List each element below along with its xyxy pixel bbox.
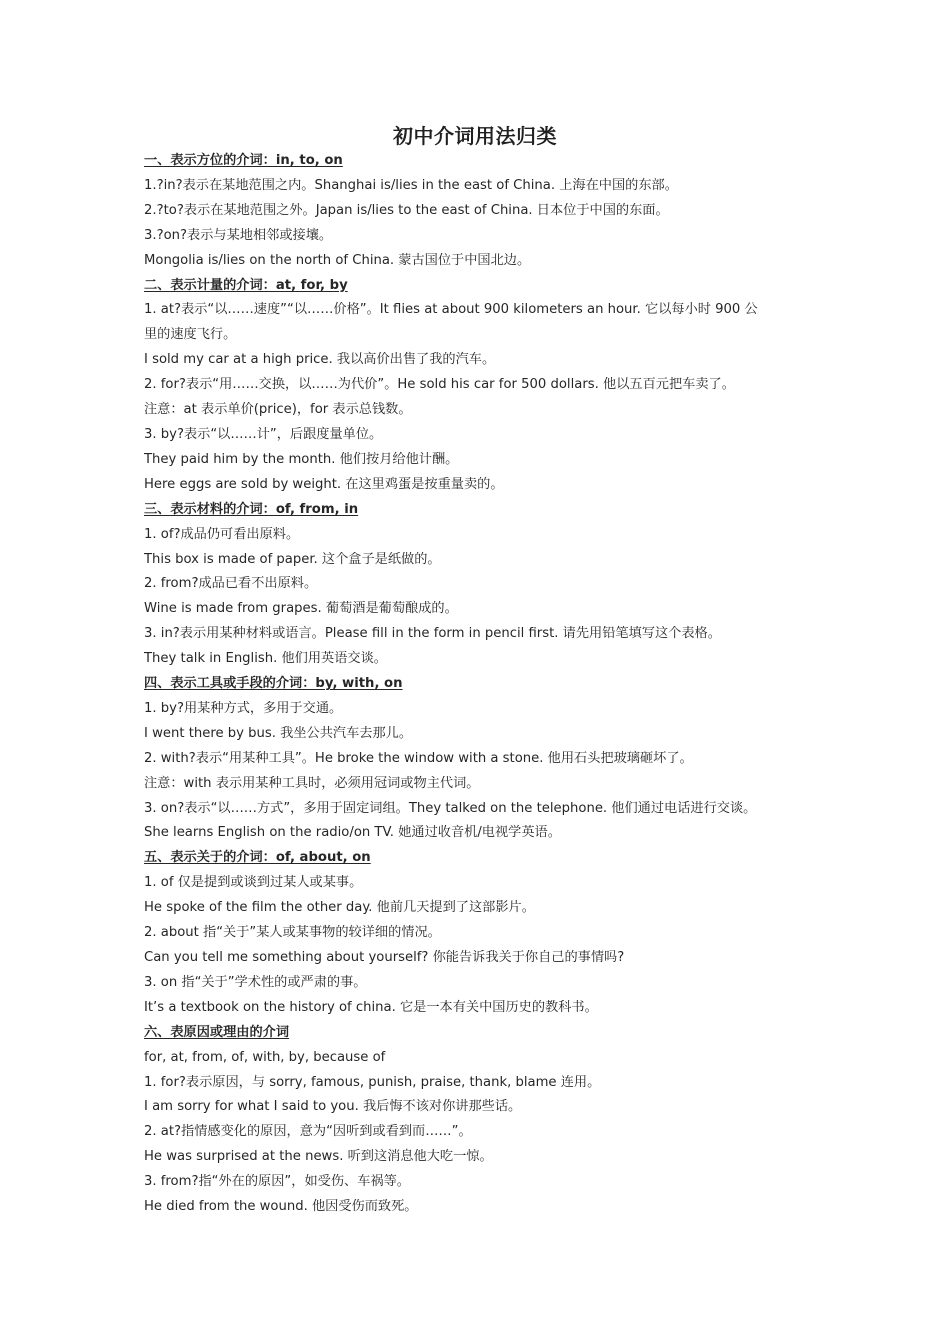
section-heading: 三、表示材料的介词：of, from, in [144, 501, 359, 517]
text-line: 里的速度飞行。 [144, 327, 237, 343]
text-line: This box is made of paper. 这个盒子是纸做的。 [144, 551, 441, 567]
text-line: He was surprised at the news. 听到这消息他大吃一惊。 [144, 1149, 493, 1165]
text-line: He spoke of the film the other day. 他前几天提到了这部影片。 [144, 900, 535, 916]
text-line: 2. with?表示“用某种工具”。He broke the window with a stone. 他用石头把玻璃砸坏了。 [144, 750, 693, 766]
document-body [144, 149, 814, 1220]
text-line: They talk in English. 他们用英语交谈。 [144, 651, 387, 667]
text-line: 1. for?表示原因，与 sorry, famous, punish, praise, thank, blame 连用。 [144, 1074, 601, 1090]
text-line: They paid him by the month. 他们按月给他计酬。 [144, 451, 459, 467]
text-line: 3. on?表示“以……方式”，多用于固定词组。They talked on the telephone. 他们通过电话进行交谈。 [144, 800, 757, 816]
text-line: 2. about 指“关于”某人或某事物的较详细的情况。 [144, 925, 441, 941]
text-line: 1.?in?表示在某地范围之内。Shanghai is/lies in the east of China. 上海在中国的东部。 [144, 177, 678, 193]
text-line: 2. for?表示“用……交换，以……为代价”。He sold his car for 500 dollars. 他以五百元把车卖了。 [144, 377, 735, 393]
section-heading: 五、表示关于的介词：of, about, on [144, 850, 371, 866]
text-line: He died from the wound. 他因受伤而致死。 [144, 1199, 418, 1215]
text-line: 1. at?表示“以……速度”“以……价格”。It flies at about 900 kilometers an hour. 它以每小时 900 公 [144, 302, 758, 318]
text-line: I am sorry for what I said to you. 我后悔不该对你讲那些话。 [144, 1099, 522, 1115]
text-line: Here eggs are sold by weight. 在这里鸡蛋是按重量卖的。 [144, 476, 504, 492]
text-line: 2. from?成品已看不出原料。 [144, 576, 318, 592]
text-line: 1. by?用某种方式，多用于交通。 [144, 700, 343, 716]
text-line: She learns English on the radio/on TV. 她通过收音机/电视学英语。 [144, 825, 561, 841]
section-heading: 二、表示计量的介词：at, for, by [144, 277, 348, 293]
text-line: 1. of 仅是提到或谈到过某人或某事。 [144, 875, 363, 891]
text-line: 3. in?表示用某种材料或语言。Please fill in the form in pencil first. 请先用铅笔填写这个表格。 [144, 626, 721, 642]
text-line: 2. at?指情感变化的原因，意为“因听到或看到而……”。 [144, 1124, 472, 1140]
text-line: I sold my car at a high price. 我以高价出售了我的汽车。 [144, 352, 496, 368]
text-line: 注意：with 表示用某种工具时，必须用冠词或物主代词。 [144, 775, 480, 791]
text-line: for, at, from, of, with, by, because of [144, 1049, 386, 1065]
section-heading: 一、表示方位的介词：in, to, on [144, 153, 343, 168]
text-line: 2.?to?表示在某地范围之外。Japan is/lies to the east of China. 日本位于中国的东面。 [144, 202, 669, 218]
document-title: 初中介词用法归类 [393, 124, 557, 148]
text-line: 3. on 指“关于”学术性的或严肃的事。 [144, 974, 367, 990]
section-heading: 四、表示工具或手段的介词：by, with, on [144, 676, 403, 692]
text-line: I went there by bus. 我坐公共汽车去那儿。 [144, 725, 413, 741]
text-line: Wine is made from grapes. 葡萄酒是葡萄酿成的。 [144, 601, 458, 617]
text-line: 1. of?成品仍可看出原料。 [144, 526, 300, 542]
text-line: 注意：at 表示单价(price)，for 表示总钱数。 [144, 402, 412, 418]
text-line: 3. from?指“外在的原因”，如受伤、车祸等。 [144, 1174, 410, 1190]
text-line: 3.?on?表示与某地相邻或接壤。 [144, 227, 333, 243]
text-line: Can you tell me something about yourself? 你能告诉我关于你自己的事情吗? [144, 950, 625, 965]
text-line: It’s a textbook on the history of china. 它是一本有关中国历史的教科书。 [144, 999, 598, 1015]
section-heading: 六、表原因或理由的介词 [144, 1024, 290, 1040]
text-line: Mongolia is/lies on the north of China. 蒙古国位于中国北边。 [144, 252, 531, 268]
text-line: 3. by?表示“以……计”，后跟度量单位。 [144, 426, 383, 442]
